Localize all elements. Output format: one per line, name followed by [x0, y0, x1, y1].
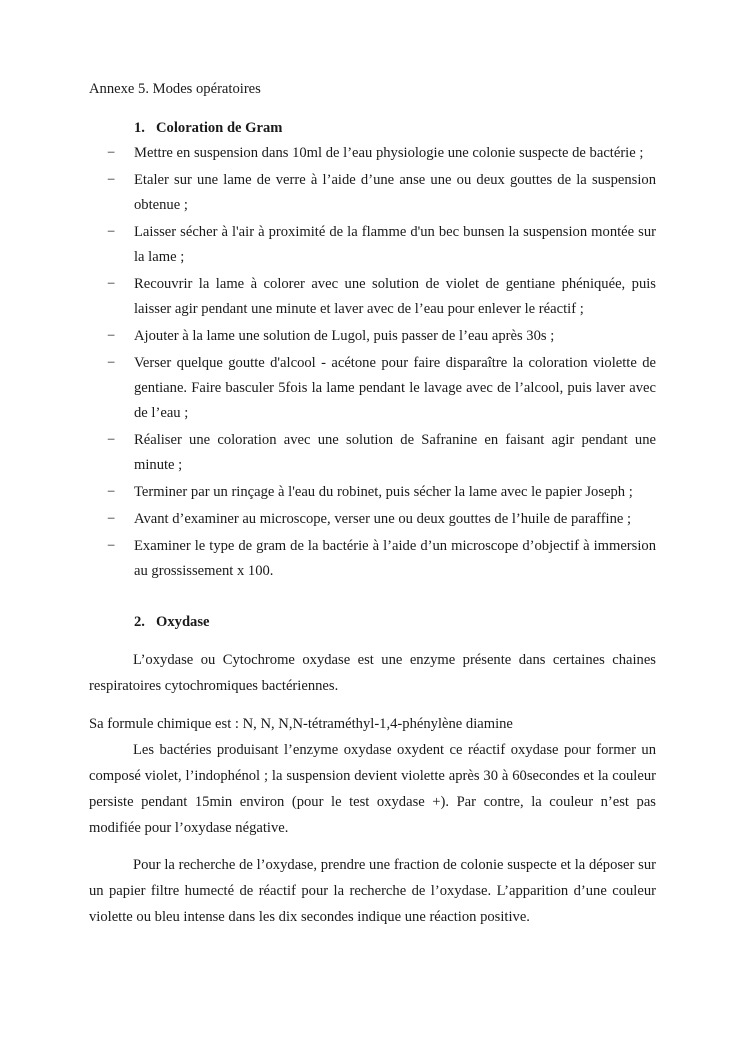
- gram-steps-list: [107, 141, 656, 586]
- section-1-title: Coloration de Gram: [156, 120, 283, 136]
- list-item-text: Verser quelque goutte d'alcool - acétone pour faire disparaître la coloration violette de gentiane. Faire basculer 5fois la lame pendant le lavage avec de l’alcool, puis laver avec de l’eau ;: [134, 355, 656, 421]
- list-item: [107, 168, 656, 218]
- list-item: [107, 141, 656, 166]
- list-item-text: Terminer par un rinçage à l'eau du robinet, puis sécher la lame avec le papier Joseph ;: [134, 484, 633, 500]
- dash-bullet: −: [107, 511, 116, 527]
- list-item-text: Réaliser une coloration avec une solution de Safranine en faisant agir pendant une minute ;: [134, 432, 656, 473]
- list-item-text: Etaler sur une lame de verre à l’aide d’une anse une ou deux gouttes de la suspension obtenue ;: [134, 172, 656, 213]
- list-item-text: Mettre en suspension dans 10ml de l’eau physiologie une colonie suspecte de bactérie ;: [134, 145, 644, 161]
- dash-bullet: −: [107, 355, 116, 371]
- dash-bullet: −: [107, 538, 116, 554]
- list-item-text: Ajouter à la lame une solution de Lugol, puis passer de l’eau après 30s ;: [134, 328, 555, 344]
- dash-bullet: −: [107, 145, 116, 161]
- chemical-formula-line: Sa formule chimique est : N, N, N,N-tétraméthyl-1,4-phénylène diamine: [89, 716, 513, 732]
- dash-bullet: −: [107, 432, 116, 448]
- section-2-title: Oxydase: [156, 614, 210, 630]
- section-2-number: 2.: [134, 614, 145, 630]
- oxydase-definition-paragraph: L’oxydase ou Cytochrome oxydase est une enzyme présente dans certaines chaines respiratoires cytochromiques bactériennes.: [89, 652, 656, 694]
- list-item-text: Laisser sécher à l'air à proximité de la flamme d'un bec bunsen la suspension montée sur la lame ;: [134, 224, 656, 265]
- list-item: [107, 480, 656, 505]
- list-item-text: Recouvrir la lame à colorer avec une solution de violet de gentiane phéniquée, puis laisser agir pendant une minute et laver avec de l’eau pour enlever le réactif ;: [134, 276, 656, 317]
- oxydase-procedure-paragraph: Pour la recherche de l’oxydase, prendre une fraction de colonie suspecte et la déposer sur un papier filtre humecté de réactif pour la recherche de l’oxydase. L’apparition d’une couleur violette ou bleu intense dans les dix secondes indique une réaction positive.: [89, 857, 656, 925]
- dash-bullet: −: [107, 484, 116, 500]
- list-item: [107, 534, 656, 584]
- dash-bullet: −: [107, 276, 116, 292]
- list-item: [107, 428, 656, 478]
- oxydase-reaction-paragraph: Les bactéries produisant l’enzyme oxydase oxydent ce réactif oxydase pour former un composé violet, l’indophénol ; la suspension devient violette après 30 à 60secondes et la couleur persiste pendant 15min environ (pour le test oxydase +). Par contre, la couleur n’est pas modifiée pour l’oxydase négative.: [89, 742, 656, 836]
- annex-title: Annexe 5. Modes opératoires: [89, 81, 261, 97]
- list-item: [107, 220, 656, 270]
- dash-bullet: −: [107, 172, 116, 188]
- list-item-text: Avant d’examiner au microscope, verser une ou deux gouttes de l’huile de paraffine ;: [134, 511, 632, 527]
- dash-bullet: −: [107, 224, 116, 240]
- list-item: [107, 324, 656, 349]
- list-item: [107, 507, 656, 532]
- dash-bullet: −: [107, 328, 116, 344]
- section-2-heading: [134, 612, 210, 632]
- section-1-number: 1.: [134, 120, 145, 136]
- list-item: [107, 272, 656, 322]
- section-1-heading: [134, 118, 282, 138]
- list-item-text: Examiner le type de gram de la bactérie à l’aide d’un microscope d’objectif à immersion au grossissement x 100.: [134, 538, 656, 579]
- list-item: [107, 351, 656, 426]
